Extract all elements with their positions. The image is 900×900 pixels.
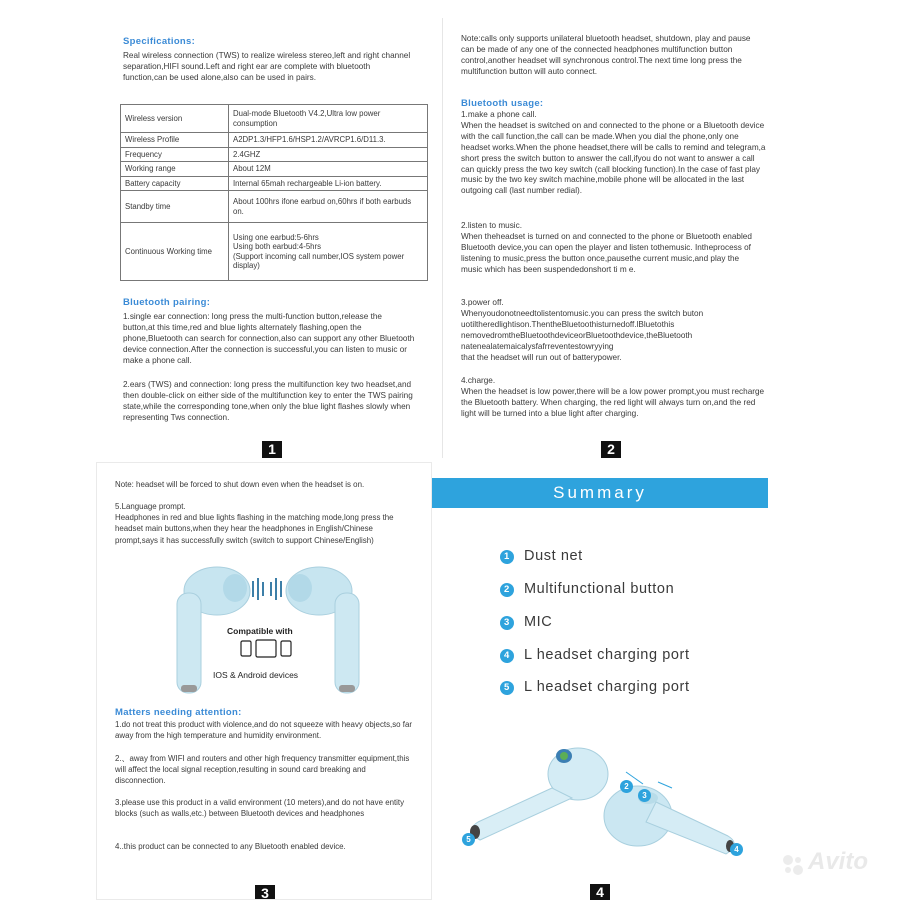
table-row	[121, 162, 428, 177]
table-row	[121, 147, 428, 162]
number-badge: 1	[500, 550, 514, 564]
attention-item-4: 4..this product can be connected to any Bluetooth enabled device.	[115, 842, 346, 851]
number-badge: 2	[500, 583, 514, 597]
attention-item-2: 2.、away from WIFI and routers and other high frequency transmitter equipment,this will affect the local signal reception,resulting in sound card breaking and disconnection.	[115, 754, 410, 786]
manual-page-2	[442, 18, 782, 458]
spec-label: Wireless version	[121, 105, 229, 133]
summary-item	[500, 647, 690, 663]
spec-value: 2.4GHZ	[229, 147, 428, 162]
manual-page-1	[96, 18, 442, 458]
shutdown-note: Note: headset will be forced to shut down even when the headset is on.	[115, 480, 365, 489]
attention-item-1: 1.do not treat this product with violence,and do not squeeze with heavy objects,so far away from the high temperature and humidity environment.	[115, 720, 412, 741]
spec-label: Standby time	[121, 191, 229, 223]
spec-label: Battery capacity	[121, 176, 229, 191]
pairing-heading: Bluetooth pairing:	[123, 297, 211, 308]
spec-table	[120, 104, 428, 281]
specifications-intro: Real wireless connection (TWS) to realize wireless stereo,left and right channel separation,HIFI sound.Left and right ear are complete with bluetooth function,can be used alone,also can be used in pairs.	[123, 51, 411, 82]
number-badge: 3	[500, 616, 514, 630]
spec-value: Using one earbud:5-6hrs Using both earbud:4-5hrs (Support incoming call number,IOS system power display)	[229, 223, 428, 281]
summary-label: MIC	[524, 614, 553, 630]
summary-label: Multifunctional button	[524, 581, 675, 597]
summary-item	[500, 614, 552, 630]
summary-label: Dust net	[524, 548, 583, 564]
callout-marker: 2	[620, 780, 633, 793]
summary-banner: Summary	[432, 478, 768, 508]
calls-note: Note:calls only supports unilateral bluetooth headset, shutdown, play and pause can be made of any one of the connected headphones multifunction button control,another headset will synchronous control.The next time long press the multifunction button will auto connect.	[461, 34, 751, 76]
usage-charge: 4.charge. When the headset is low power,there will be a low power prompt,you must recharge the Bluetooth battery. When charging, the red light will always turn on,and the red light will be turned into a blue light after charging.	[461, 376, 765, 418]
manual-page-4	[432, 462, 768, 900]
summary-item	[500, 548, 583, 564]
callout-marker: 3	[638, 789, 651, 802]
spec-label: Wireless Profile	[121, 133, 229, 148]
number-badge: 5	[500, 681, 514, 695]
manual-page-3	[96, 462, 432, 900]
table-row	[121, 223, 428, 281]
usage-music: 2.listen to music. When theheadset is turned on and connected to the phone or Bluetooth enabled Bluetooth device,you can open the player and listen tothemusic. Intheprocess of listening to music,press the button once,pausethe current music,and play the music which has been suspendedonshort ti m e.	[461, 221, 752, 274]
page-number: 3	[255, 885, 275, 900]
spec-value: A2DP1.3/HFP1.6/HSP1.2/AVRCP1.6/D11.3.	[229, 133, 428, 148]
usage-heading: Bluetooth usage:	[461, 98, 544, 109]
table-row	[121, 133, 428, 148]
specifications-heading: Specifications:	[123, 36, 196, 47]
page-number: 4	[590, 884, 610, 900]
callout-marker: 4	[730, 843, 743, 856]
page-number: 1	[262, 441, 282, 458]
spec-label: Frequency	[121, 147, 229, 162]
summary-label: L headset charging port	[524, 679, 690, 695]
table-row	[121, 105, 428, 133]
compatible-devices: IOS & Android devices	[213, 670, 299, 680]
attention-heading: Matters needing attention:	[115, 707, 242, 718]
spec-label: Continuous Working time	[121, 223, 229, 281]
attention-item-3: 3.please use this product in a valid environment (10 meters),and do not have entity blocks (such as walls,etc.) between Bluetooth devices and headphones	[115, 798, 405, 819]
compatible-title: Compatible with	[227, 626, 293, 636]
spec-value: Internal 65mah rechargeable Li-ion battery.	[229, 176, 428, 191]
spec-value: About 100hrs ifone earbud on,60hrs if both earbuds on.	[229, 191, 428, 223]
callout-marker: 5	[462, 833, 475, 846]
avito-watermark: Avito	[808, 848, 868, 875]
number-badge: 4	[500, 649, 514, 663]
pairing-tws: 2.ears (TWS) and connection: long press the multifunction key two headset,and then double-click on either side of the multifunction key to enter the TWS pairing state,while the corresponding tone,when only the blue light flashes slowly when representing Tws connection.	[123, 380, 413, 422]
spec-value: About 12M	[229, 162, 428, 177]
earbuds-diagram	[460, 736, 760, 866]
avito-logo-icon	[780, 852, 806, 878]
table-row	[121, 176, 428, 191]
summary-item	[500, 581, 674, 597]
pairing-single: 1.single ear connection: long press the multi-function button,release the button,at this time,red and blue lights alternately flashing,open the phone,Bluetooth can search for connection,also can support any other Bluetooth device connection.After the connection is successful,you can listen to music or make a phone call.	[123, 312, 415, 365]
summary-item	[500, 679, 690, 695]
language-prompt: 5.Language prompt. Headphones in red and blue lights flashing in the matching mode,long press the headset main buttons,when they hear the headphones in English/Chinese prompt,says it has successfully switch (switch to support Chinese/English)	[115, 502, 394, 545]
summary-label: L headset charging port	[524, 647, 690, 663]
spec-value: Dual-mode Bluetooth V4.2,Ultra low power consumption	[229, 105, 428, 133]
spec-label: Working range	[121, 162, 229, 177]
usage-call: 1.make a phone call. When the headset is switched on and connected to the phone or a Bluetooth device with the call function,the call can be made.When you dial the phone,only one headset works.When the phone headset,there will be calls to remind and telegram,a short press the switch button to answer the call,ifyou do not want to answer a call can quickly press the two key switch (call blocking function).In the case of fast play music by the two key switch machine,mobile phone will be allocated in the last outgoing call (last number redial).	[461, 110, 766, 196]
table-row	[121, 191, 428, 223]
page-number: 2	[601, 441, 621, 458]
usage-power-off: 3.power off. Whenyoudonotneedtolistentomusic.you can press the switch buton uotiltheredlightison.ThentheBluetoothisturnedoff.lBluetothis nemovedromtheBluetoothdeviceorBluetoothdevice,theBluetooth natenealatemaicalysfafrreventestowryying that the headset will run out of batterypower.	[461, 298, 704, 362]
